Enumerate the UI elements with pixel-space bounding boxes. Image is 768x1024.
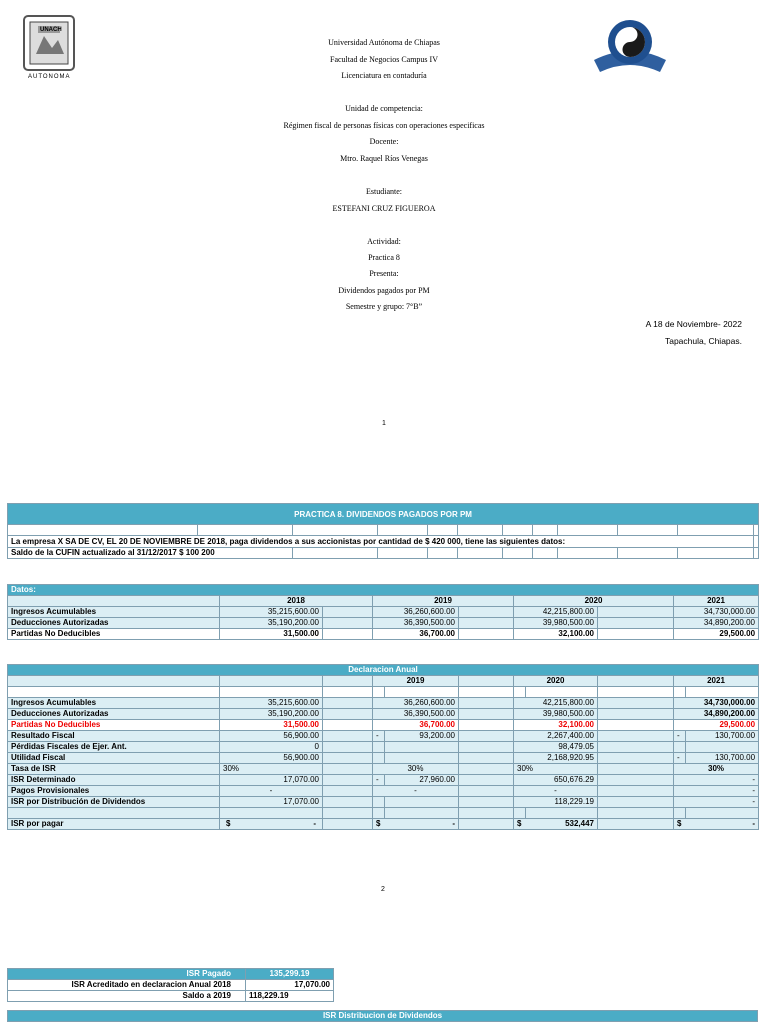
activity-name: Practica 8	[368, 253, 400, 262]
datos-cell: 36,390,500.00	[373, 618, 459, 629]
cover-date: A 18 de Noviembre- 2022	[645, 319, 742, 329]
saldo-label: Saldo a 2019	[8, 991, 246, 1002]
anual-row-deducciones	[8, 709, 759, 720]
semester-group: Semestre y grupo: 7°B”	[345, 302, 423, 311]
anual-year-2019: 2019	[373, 676, 459, 687]
student-label: Estudiante:	[366, 187, 402, 196]
datos-cell: 29,500.00	[674, 629, 759, 640]
anual-row-isr-por-pagar	[8, 819, 759, 830]
datos-cell: 34,730,000.00	[674, 607, 759, 618]
anual-cell: -	[373, 786, 459, 797]
anual-value: -	[752, 819, 756, 828]
practice-title: PRACTICA 8. DIVIDENDOS PAGADOS POR PM	[8, 504, 759, 525]
isr-distribucion-table	[7, 1010, 758, 1022]
anual-neg-sign: -	[373, 775, 385, 786]
anual-cell: 2,168,920.95	[514, 753, 598, 764]
anual-label: Tasa de ISR	[8, 764, 220, 775]
anual-cell: -	[674, 775, 759, 786]
anual-cell: -	[220, 786, 323, 797]
anual-cell	[220, 819, 323, 830]
anual-cell: -	[674, 797, 759, 808]
currency-sign: $	[376, 819, 381, 828]
anual-label: Deducciones Autorizadas	[8, 709, 220, 720]
anual-year-2020: 2020	[514, 676, 598, 687]
logo-text: UNACH	[40, 27, 62, 33]
anual-row-isr-determinado	[8, 775, 759, 786]
datos-cell: 35,190,200.00	[220, 618, 323, 629]
anual-cell: 29,500.00	[674, 720, 759, 731]
declaracion-anual-table	[7, 664, 759, 830]
anual-row-utilidad	[8, 753, 759, 764]
anual-cell: 56,900.00	[220, 731, 323, 742]
saldo-value: 118,229.19	[246, 991, 334, 1002]
datos-year-2021: 2021	[674, 596, 759, 607]
anual-cell: 35,190,200.00	[220, 709, 323, 720]
datos-row-deducciones	[8, 618, 759, 629]
activity-label: Actividad:	[367, 237, 401, 246]
anual-row-pagos	[8, 786, 759, 797]
datos-cell: 31,500.00	[220, 629, 323, 640]
anual-cell: 130,700.00	[686, 731, 759, 742]
datos-row-partidas	[8, 629, 759, 640]
anual-cell: 650,676.29	[514, 775, 598, 786]
anual-cell: 56,900.00	[220, 753, 323, 764]
presents-label: Presenta:	[369, 269, 399, 278]
university-name: Universidad Autónoma de Chiapas	[328, 38, 440, 47]
anual-cell: 32,100.00	[514, 720, 598, 731]
anual-cell: 30%	[220, 764, 323, 775]
anual-value: 532,447	[565, 819, 594, 828]
anual-cell	[674, 819, 759, 830]
cufin-balance: Saldo de la CUFIN actualizado al 31/12/2017 $ 100 200	[8, 548, 293, 559]
faculty-name: Facultad de Negocios Campus IV	[330, 55, 438, 64]
anual-label: Utilidad Fiscal	[8, 753, 220, 764]
datos-cell: 39,980,500.00	[514, 618, 598, 629]
anual-cell: 0	[220, 742, 323, 753]
anual-cell: 27,960.00	[385, 775, 459, 786]
anual-value: -	[452, 819, 455, 828]
anual-cell: 36,390,500.00	[373, 709, 459, 720]
isr-pagado-title: ISR Pagado	[8, 969, 246, 980]
topic-name: Dividendos pagados por PM	[338, 286, 430, 295]
practice-header-table	[7, 503, 759, 559]
practice-statement: La empresa X SA DE CV, EL 20 DE NOVIEMBRE DE 2018, paga dividendos a sus accionistas por cantidad de $ 420 000, tiene las siguientes datos:	[8, 536, 754, 548]
anual-cell: 130,700.00	[686, 753, 759, 764]
anual-cell: 118,229.19	[514, 797, 598, 808]
page-number-1: 1	[382, 420, 386, 427]
anual-cell: 36,700.00	[373, 720, 459, 731]
dist-title: ISR Distribucion de Dividendos	[8, 1011, 758, 1022]
datos-cell: 32,100.00	[514, 629, 598, 640]
teacher-label: Docente:	[369, 137, 399, 146]
anual-row-isr-dividendos	[8, 797, 759, 808]
anual-title: Declaracion Anual	[8, 665, 759, 676]
anual-cell: 39,980,500.00	[514, 709, 598, 720]
datos-cell: 36,260,600.00	[373, 607, 459, 618]
datos-label: Partidas No Deducibles	[8, 629, 220, 640]
anual-neg-sign: -	[674, 753, 686, 764]
datos-year-2019: 2019	[373, 596, 514, 607]
anual-row-perdidas	[8, 742, 759, 753]
anual-cell: 35,215,600.00	[220, 698, 323, 709]
currency-sign: $	[517, 819, 522, 828]
anual-cell: 34,890,200.00	[674, 709, 759, 720]
anual-cell: 93,200.00	[385, 731, 459, 742]
anual-row-ingresos	[8, 698, 759, 709]
anual-label: ISR por Distribución de Dividendos	[8, 797, 220, 808]
unit-name: Régimen fiscal de personas físicas con operaciones especificas	[283, 121, 485, 130]
isr-pagado-value: 135,299.19	[246, 969, 334, 980]
anual-cell	[514, 819, 598, 830]
anual-value: -	[313, 819, 316, 828]
anual-row-resultado	[8, 731, 759, 742]
anual-cell: -	[514, 786, 598, 797]
datos-title: Datos:	[8, 585, 759, 596]
anual-label: Resultado Fiscal	[8, 731, 220, 742]
datos-cell: 34,890,200.00	[674, 618, 759, 629]
student-name: ESTEFANI CRUZ FIGUEROA	[332, 204, 436, 213]
anual-row-partidas	[8, 720, 759, 731]
currency-sign: $	[226, 819, 231, 828]
anual-cell: 42,215,800.00	[514, 698, 598, 709]
datos-cell: 36,700.00	[373, 629, 459, 640]
anual-label: Partidas No Deducibles	[8, 720, 220, 731]
anual-cell: 2,267,400.00	[514, 731, 598, 742]
datos-year-2020: 2020	[514, 596, 674, 607]
datos-year-2018: 2018	[220, 596, 373, 607]
logo-subtext: AUTONOMA	[28, 74, 71, 80]
anual-label: Pérdidas Fiscales de Ejer. Ant.	[8, 742, 220, 753]
datos-label: Deducciones Autorizadas	[8, 618, 220, 629]
anual-label: ISR por pagar	[8, 819, 220, 830]
degree-name: Licenciatura en contaduría	[341, 71, 427, 80]
anual-neg-sign: -	[373, 731, 385, 742]
datos-label: Ingresos Acumulables	[8, 607, 220, 618]
anual-label: Pagos Provisionales	[8, 786, 220, 797]
anual-cell: 31,500.00	[220, 720, 323, 731]
anual-cell: 17,070.00	[220, 797, 323, 808]
cover-place: Tapachula, Chiapas.	[664, 336, 742, 346]
anual-cell	[373, 819, 459, 830]
currency-sign: $	[677, 819, 682, 828]
page-number-2: 2	[381, 886, 385, 893]
unit-label: Unidad de competencia:	[345, 104, 423, 113]
anual-label: Ingresos Acumulables	[8, 698, 220, 709]
isr-acreditado-value: 17,070.00	[246, 980, 334, 991]
anual-cell: 98,479.05	[514, 742, 598, 753]
anual-neg-sign: -	[674, 731, 686, 742]
anual-cell: -	[674, 786, 759, 797]
anual-year-2021: 2021	[674, 676, 759, 687]
datos-table	[7, 584, 759, 640]
anual-cell: 30%	[514, 764, 598, 775]
anual-cell: 36,260,600.00	[373, 698, 459, 709]
isr-acreditado-label: ISR Acreditado en declaracion Anual 2018	[8, 980, 246, 991]
datos-row-ingresos	[8, 607, 759, 618]
teacher-name: Mtro. Raquel Ríos Venegas	[340, 154, 428, 163]
anual-label: ISR Determinado	[8, 775, 220, 786]
anual-cell: 17,070.00	[220, 775, 323, 786]
datos-cell: 42,215,800.00	[514, 607, 598, 618]
datos-cell: 35,215,600.00	[220, 607, 323, 618]
anual-row-tasa	[8, 764, 759, 775]
isr-pagado-table	[7, 968, 334, 1002]
anual-cell: 34,730,000.00	[674, 698, 759, 709]
anual-cell: 30%	[373, 764, 459, 775]
anual-cell: 30%	[674, 764, 759, 775]
